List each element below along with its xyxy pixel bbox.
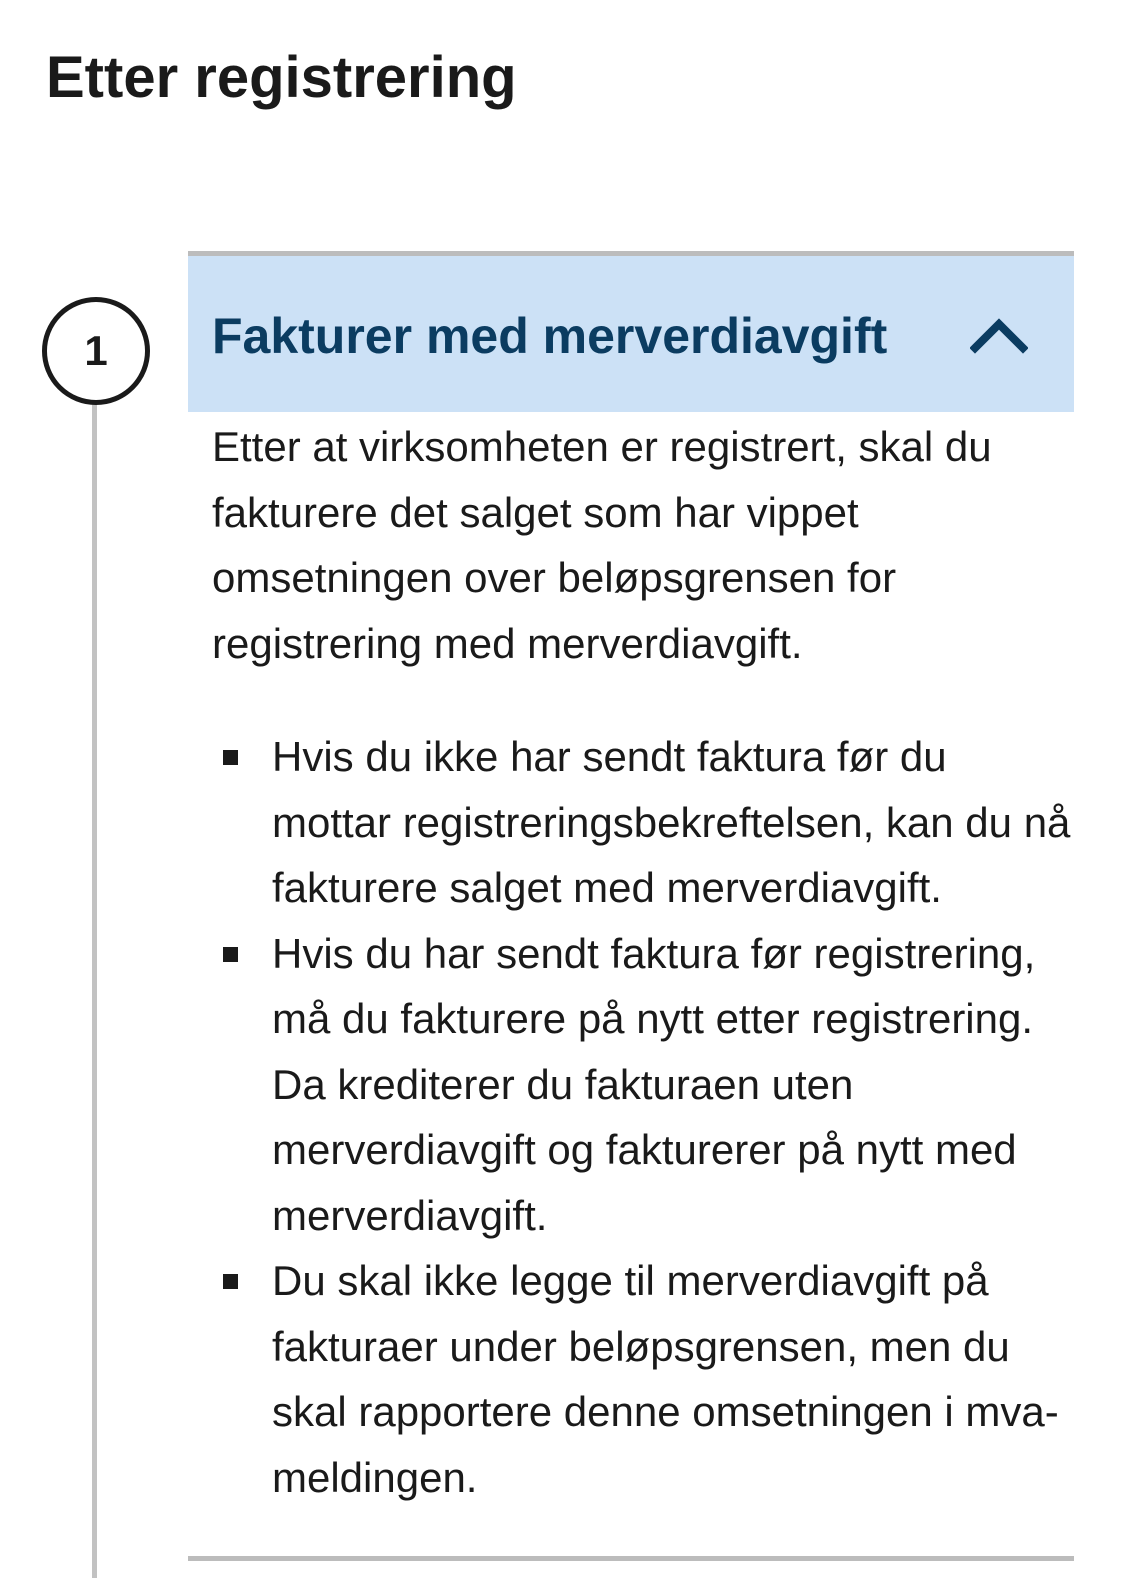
bullet-square-icon xyxy=(223,750,238,765)
bullet-list xyxy=(212,724,1072,1510)
list-item xyxy=(212,921,1072,1249)
accordion-intro-text: Etter at virksomheten er registrert, skal du fakturere det salget som har vippet omsetningen over beløpsgrensen for registrering med merverdiavgift. xyxy=(212,423,992,667)
step-number-circle xyxy=(42,297,150,405)
list-item-text: Hvis du ikke har sendt faktura før du mottar registreringsbekreftelsen, kan du nå fakturere salget med merverdiavgift. xyxy=(272,733,1071,911)
accordion-bottom-divider xyxy=(188,1556,1074,1561)
chevron-up-icon[interactable] xyxy=(970,314,1028,354)
bullet-square-icon xyxy=(223,1274,238,1289)
page-title: Etter registrering xyxy=(46,45,517,110)
list-item xyxy=(212,1248,1072,1510)
list-item-text: Du skal ikke legge til merverdiavgift på fakturaer under beløpsgrensen, men du skal rapportere denne omsetningen i mva-meldingen. xyxy=(272,1257,1059,1501)
step-number: 1 xyxy=(84,327,108,374)
accordion-content xyxy=(212,412,1072,1501)
bullet-square-icon xyxy=(223,947,238,962)
list-item xyxy=(212,724,1072,921)
step-timeline-line xyxy=(92,400,97,1578)
accordion-title: Fakturer med merverdiavgift xyxy=(212,308,888,364)
list-item-text: Hvis du har sendt faktura før registrering, må du fakturere på nytt etter registrering. Da krediterer du fakturaen uten merverdiavgift og fakturerer på nytt med merverdiavgift. xyxy=(272,929,1036,1239)
accordion-header-fakturer[interactable] xyxy=(188,251,1074,412)
